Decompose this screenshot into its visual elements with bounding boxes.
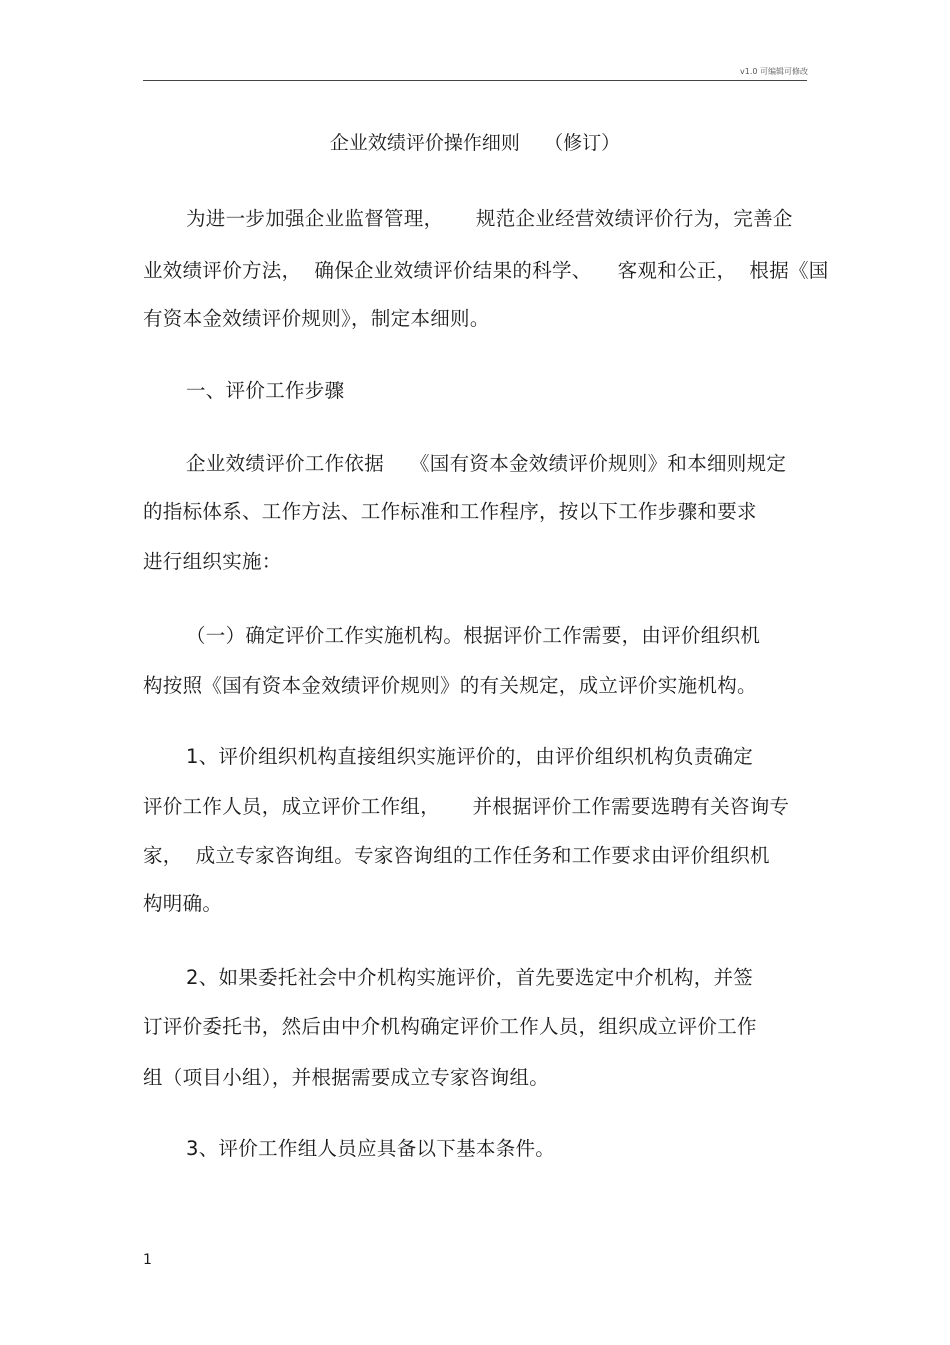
paragraph-line: 的指标体系、工作方法、工作标准和工作程序，按以下工作步骤和要求 xyxy=(143,500,757,523)
paragraph-line: 2、如果委托社会中介机构实施评价，首先要选定中介机构，并签 xyxy=(186,966,754,989)
paragraph-line: （一）确定评价工作实施机构。根据评价工作需要，由评价组织机 xyxy=(186,624,761,647)
paragraph-line: 有资本金效绩评价规则》，制定本细则。 xyxy=(143,307,490,330)
paragraph-line: 业效绩评价方法， 确保企业效绩评价结果的科学、 客观和公正， 根据《国 xyxy=(143,259,829,282)
header-version-note: v1.0 可编辑可修改 xyxy=(740,67,808,76)
page-number: 1 xyxy=(143,1252,152,1268)
header-rule xyxy=(143,80,807,81)
document-title: 企业效绩评价操作细则 （修订） xyxy=(329,132,621,154)
paragraph-line: 家， 成立专家咨询组。专家咨询组的工作任务和工作要求由评价组织机 xyxy=(143,844,770,867)
paragraph-line: 进行组织实施： xyxy=(143,550,282,573)
paragraph-line: 1、评价组织机构直接组织实施评价的，由评价组织机构负责确定 xyxy=(186,745,754,768)
paragraph-line: 评价工作人员，成立评价工作组， 并根据评价工作需要选聘有关咨询专 xyxy=(143,795,790,818)
paragraph-line: 3、评价工作组人员应具备以下基本条件。 xyxy=(186,1137,556,1160)
paragraph-line: 为进一步加强企业监督管理， 规范企业经营效绩评价行为，完善企 xyxy=(186,207,793,230)
paragraph-line: 组（项目小组），并根据需要成立专家咨询组。 xyxy=(143,1066,550,1089)
paragraph-line: 企业效绩评价工作依据 《国有资本金效绩评价规则》和本细则规定 xyxy=(186,452,787,475)
paragraph-line: 一、评价工作步骤 xyxy=(186,379,345,402)
paragraph-line: 构明确。 xyxy=(143,892,223,915)
paragraph-line: 构按照《国有资本金效绩评价规则》的有关规定，成立评价实施机构。 xyxy=(143,674,757,697)
paragraph-line: 订评价委托书，然后由中介机构确定评价工作人员，组织成立评价工作 xyxy=(143,1015,757,1038)
